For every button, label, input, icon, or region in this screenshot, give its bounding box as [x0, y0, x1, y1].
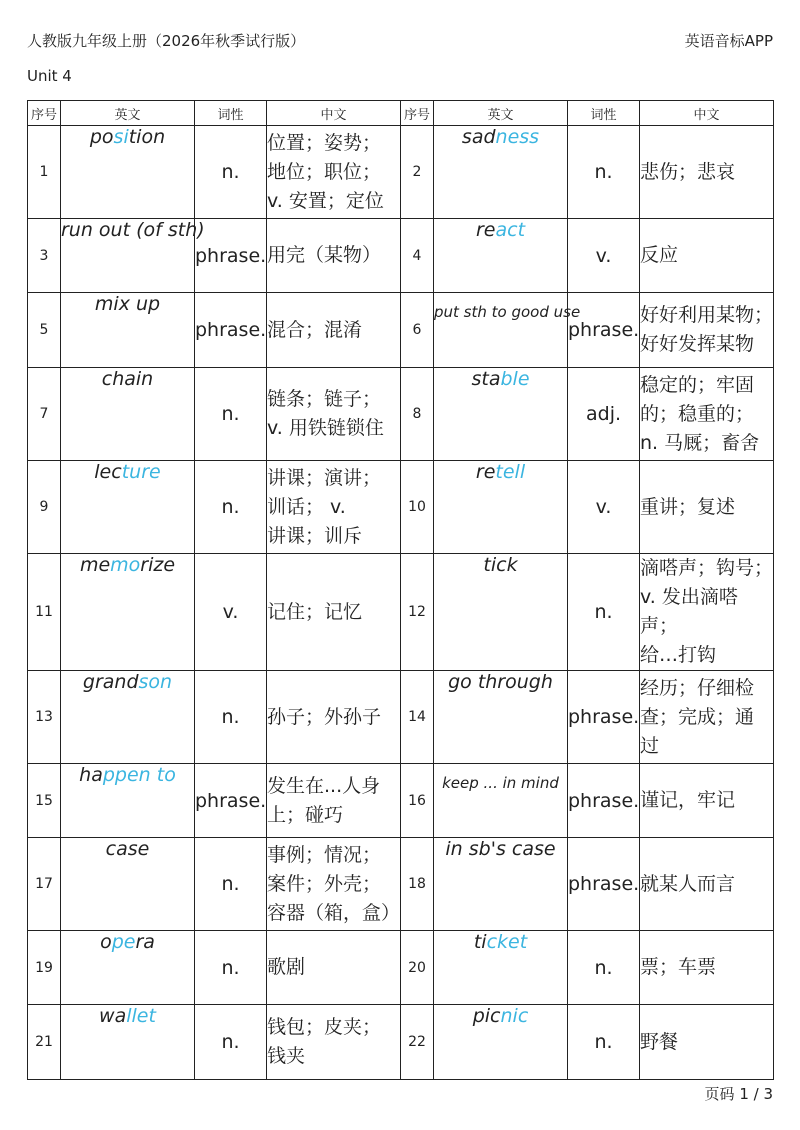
meaning-line: 位置；姿势；: [267, 131, 382, 154]
col-header-english: 英文: [61, 101, 195, 126]
chinese-meaning: [267, 931, 401, 1005]
chinese-meaning: [640, 554, 774, 671]
table-row: [28, 554, 774, 671]
highlighted-syllable: pe: [111, 931, 136, 953]
meaning-line: 发生在...人身: [267, 774, 381, 797]
highlighted-syllable: mo: [110, 554, 141, 576]
chinese-meaning: [267, 1005, 401, 1080]
word-syllable: grand: [82, 671, 139, 693]
table-row: [28, 838, 774, 931]
entry-number: 14: [401, 671, 434, 764]
english-word: [61, 368, 195, 461]
english-word: [61, 838, 195, 931]
english-word: [434, 1005, 568, 1080]
meaning-line: 反应: [640, 244, 679, 266]
highlighted-syllable: llet: [126, 1005, 156, 1027]
word-syllable: ra: [135, 931, 155, 953]
table-row: [28, 671, 774, 764]
part-of-speech: n.: [568, 1005, 640, 1080]
entry-number: 9: [28, 461, 61, 554]
chinese-meaning: [640, 126, 774, 219]
chinese-meaning: [267, 126, 401, 219]
entry-number: 7: [28, 368, 61, 461]
chinese-meaning: [267, 838, 401, 931]
chinese-meaning: [267, 461, 401, 554]
word-syllable: keep ... in mind: [442, 774, 559, 792]
part-of-speech: phrase.: [195, 219, 267, 293]
entry-number: 13: [28, 671, 61, 764]
meaning-line: 事例；情况；: [267, 843, 382, 866]
part-of-speech: n.: [568, 931, 640, 1005]
word-syllable: pic: [472, 1005, 501, 1027]
part-of-speech: n.: [195, 126, 267, 219]
highlighted-syllable: ture: [121, 461, 161, 483]
meaning-line: 好好利用某物；: [640, 304, 774, 326]
meaning-line: 过: [640, 734, 660, 757]
unit-label: Unit 4: [27, 67, 72, 85]
english-word: [434, 126, 568, 219]
chinese-meaning: [267, 293, 401, 368]
chinese-meaning: [267, 368, 401, 461]
english-word: [61, 126, 195, 219]
english-word: [434, 931, 568, 1005]
entry-number: 4: [401, 219, 434, 293]
meaning-line: 案件；外壳；: [267, 872, 382, 895]
entry-number: 10: [401, 461, 434, 554]
word-syllable: sta: [471, 368, 501, 390]
part-of-speech: n.: [195, 838, 267, 931]
word-syllable: sad: [461, 126, 496, 148]
meaning-line: 上；碰巧: [267, 803, 344, 826]
word-syllable: go through: [448, 671, 553, 693]
meaning-line: 查；完成；通: [640, 705, 755, 728]
meaning-line: 混合；混淆: [267, 318, 363, 341]
meaning-line: 滴嗒声；钩号；: [640, 557, 774, 579]
english-word: [61, 1005, 195, 1080]
vocabulary-table: [27, 100, 774, 1080]
entry-number: 1: [28, 126, 61, 219]
entry-number: 16: [401, 764, 434, 838]
table-row: [28, 126, 774, 219]
chinese-meaning: [640, 368, 774, 461]
highlighted-syllable: act: [495, 219, 526, 241]
meaning-line: v. 用铁链锁住: [267, 417, 384, 439]
entry-number: 8: [401, 368, 434, 461]
chinese-meaning: [640, 1005, 774, 1080]
english-word: [434, 368, 568, 461]
table-row: [28, 931, 774, 1005]
col-header-part-of-speech: 词性: [195, 101, 267, 126]
highlighted-syllable: si: [113, 126, 129, 148]
highlighted-syllable: ppen to: [102, 764, 176, 786]
part-of-speech: phrase.: [568, 764, 640, 838]
meaning-line: 野餐: [640, 1030, 679, 1053]
english-word: [61, 461, 195, 554]
english-word: [434, 554, 568, 671]
meaning-line: 孙子；外孙子: [267, 705, 382, 728]
table-row: [28, 293, 774, 368]
meaning-line: 地位；职位；: [267, 160, 382, 183]
word-syllable: me: [79, 554, 111, 576]
col-header-english: 英文: [434, 101, 568, 126]
entry-number: 22: [401, 1005, 434, 1080]
english-word: [434, 671, 568, 764]
entry-number: 12: [401, 554, 434, 671]
meaning-line: 歌剧: [267, 956, 306, 978]
meaning-line: 稳定的；牢固: [640, 373, 755, 396]
meaning-line: 讲课；训斥: [267, 524, 363, 547]
table-row: [28, 1005, 774, 1080]
book-title: 人教版九年级上册（2026年秋季试行版）: [27, 32, 306, 50]
part-of-speech: phrase.: [568, 838, 640, 931]
part-of-speech: n.: [195, 1005, 267, 1080]
part-of-speech: n.: [568, 126, 640, 219]
entry-number: 6: [401, 293, 434, 368]
chinese-meaning: [640, 671, 774, 764]
entry-number: 11: [28, 554, 61, 671]
entry-number: 5: [28, 293, 61, 368]
meaning-line: 好好发挥某物: [640, 333, 755, 355]
page-number: 页码 1 / 3: [704, 1085, 773, 1103]
highlighted-syllable: nic: [500, 1005, 529, 1027]
entry-number: 21: [28, 1005, 61, 1080]
meaning-line: 钱包；皮夹；: [267, 1016, 382, 1038]
entry-number: 19: [28, 931, 61, 1005]
word-syllable: in sb's case: [445, 838, 556, 860]
meaning-line: n. 马厩；畜舍: [640, 431, 760, 454]
part-of-speech: n.: [568, 554, 640, 671]
part-of-speech: v.: [568, 219, 640, 293]
word-syllable: mix up: [94, 293, 161, 315]
word-syllable: case: [105, 838, 150, 860]
word-syllable: po: [89, 126, 114, 148]
word-syllable: chain: [101, 368, 154, 390]
meaning-line: 训话； v.: [267, 495, 346, 518]
english-word: [434, 293, 581, 368]
word-syllable: put sth to good use: [434, 303, 581, 321]
meaning-line: 讲课；演讲；: [267, 466, 382, 489]
chinese-meaning: [640, 838, 774, 931]
word-syllable: run out (of sth): [61, 219, 205, 241]
highlighted-syllable: tell: [495, 461, 526, 483]
meaning-line: v. 安置；定位: [267, 189, 384, 212]
col-header-chinese: 中文: [267, 101, 401, 126]
highlighted-syllable: cket: [486, 931, 528, 953]
meaning-line: v. 发出滴嗒声；: [640, 586, 738, 637]
entry-number: 18: [401, 838, 434, 931]
chinese-meaning: [267, 219, 401, 293]
chinese-meaning: [267, 764, 401, 838]
col-header-part-of-speech: 词性: [568, 101, 640, 126]
word-syllable: rize: [140, 554, 176, 576]
entry-number: 17: [28, 838, 61, 931]
meaning-line: 谨记，牢记: [640, 789, 736, 811]
english-word: [61, 219, 205, 293]
highlighted-syllable: ness: [495, 126, 540, 148]
meaning-line: 用完（某物）: [267, 244, 382, 266]
table-header-row: [28, 101, 774, 126]
chinese-meaning: [640, 219, 774, 293]
meaning-line: 票；车票: [640, 956, 717, 978]
meaning-line: 链条；链子；: [267, 388, 382, 410]
col-header-number: 序号: [401, 101, 434, 126]
english-word: [61, 293, 195, 368]
english-word: [434, 461, 568, 554]
word-syllable: re: [475, 461, 496, 483]
meaning-line: 给…打钩: [640, 644, 717, 666]
chinese-meaning: [640, 461, 774, 554]
word-syllable: o: [100, 931, 112, 953]
table-row: [28, 764, 774, 838]
part-of-speech: n.: [195, 931, 267, 1005]
part-of-speech: n.: [195, 461, 267, 554]
english-word: [434, 219, 568, 293]
table-row: [28, 368, 774, 461]
chinese-meaning: [640, 764, 774, 838]
part-of-speech: n.: [195, 671, 267, 764]
entry-number: 20: [401, 931, 434, 1005]
word-syllable: re: [475, 219, 496, 241]
word-syllable: wa: [99, 1005, 127, 1027]
meaning-line: 重讲；复述: [640, 495, 736, 518]
word-syllable: lec: [94, 461, 122, 483]
word-syllable: ti: [473, 931, 487, 953]
part-of-speech: phrase.: [195, 764, 267, 838]
part-of-speech: phrase.: [568, 671, 640, 764]
chinese-meaning: [267, 671, 401, 764]
word-syllable: ha: [79, 764, 103, 786]
col-header-number: 序号: [28, 101, 61, 126]
word-syllable: tion: [128, 126, 166, 148]
meaning-line: 悲伤；悲哀: [640, 160, 736, 183]
english-word: [434, 838, 568, 931]
meaning-line: 就某人而言: [640, 872, 736, 895]
app-name: 英语音标APP: [684, 32, 773, 50]
part-of-speech: n.: [195, 368, 267, 461]
english-word: [61, 764, 195, 838]
part-of-speech: v.: [568, 461, 640, 554]
meaning-line: 钱夹: [267, 1045, 306, 1067]
table-row: [28, 461, 774, 554]
word-syllable: tick: [483, 554, 518, 576]
highlighted-syllable: ble: [500, 368, 530, 390]
entry-number: 15: [28, 764, 61, 838]
meaning-line: 的；稳重的；: [640, 402, 755, 425]
part-of-speech: phrase.: [195, 293, 267, 368]
chinese-meaning: [640, 293, 774, 368]
chinese-meaning: [267, 554, 401, 671]
english-word: [61, 554, 195, 671]
chinese-meaning: [640, 931, 774, 1005]
meaning-line: 经历；仔细检: [640, 676, 755, 699]
entry-number: 2: [401, 126, 434, 219]
english-word: [434, 764, 568, 838]
part-of-speech: adj.: [568, 368, 640, 461]
english-word: [61, 931, 195, 1005]
entry-number: 3: [28, 219, 61, 293]
meaning-line: 容器（箱，盒）: [267, 901, 401, 924]
table-row: [28, 219, 774, 293]
english-word: [61, 671, 195, 764]
meaning-line: 记住；记忆: [267, 600, 363, 623]
col-header-chinese: 中文: [640, 101, 774, 126]
part-of-speech: v.: [195, 554, 267, 671]
highlighted-syllable: son: [138, 671, 173, 693]
part-of-speech: phrase.: [568, 293, 640, 368]
